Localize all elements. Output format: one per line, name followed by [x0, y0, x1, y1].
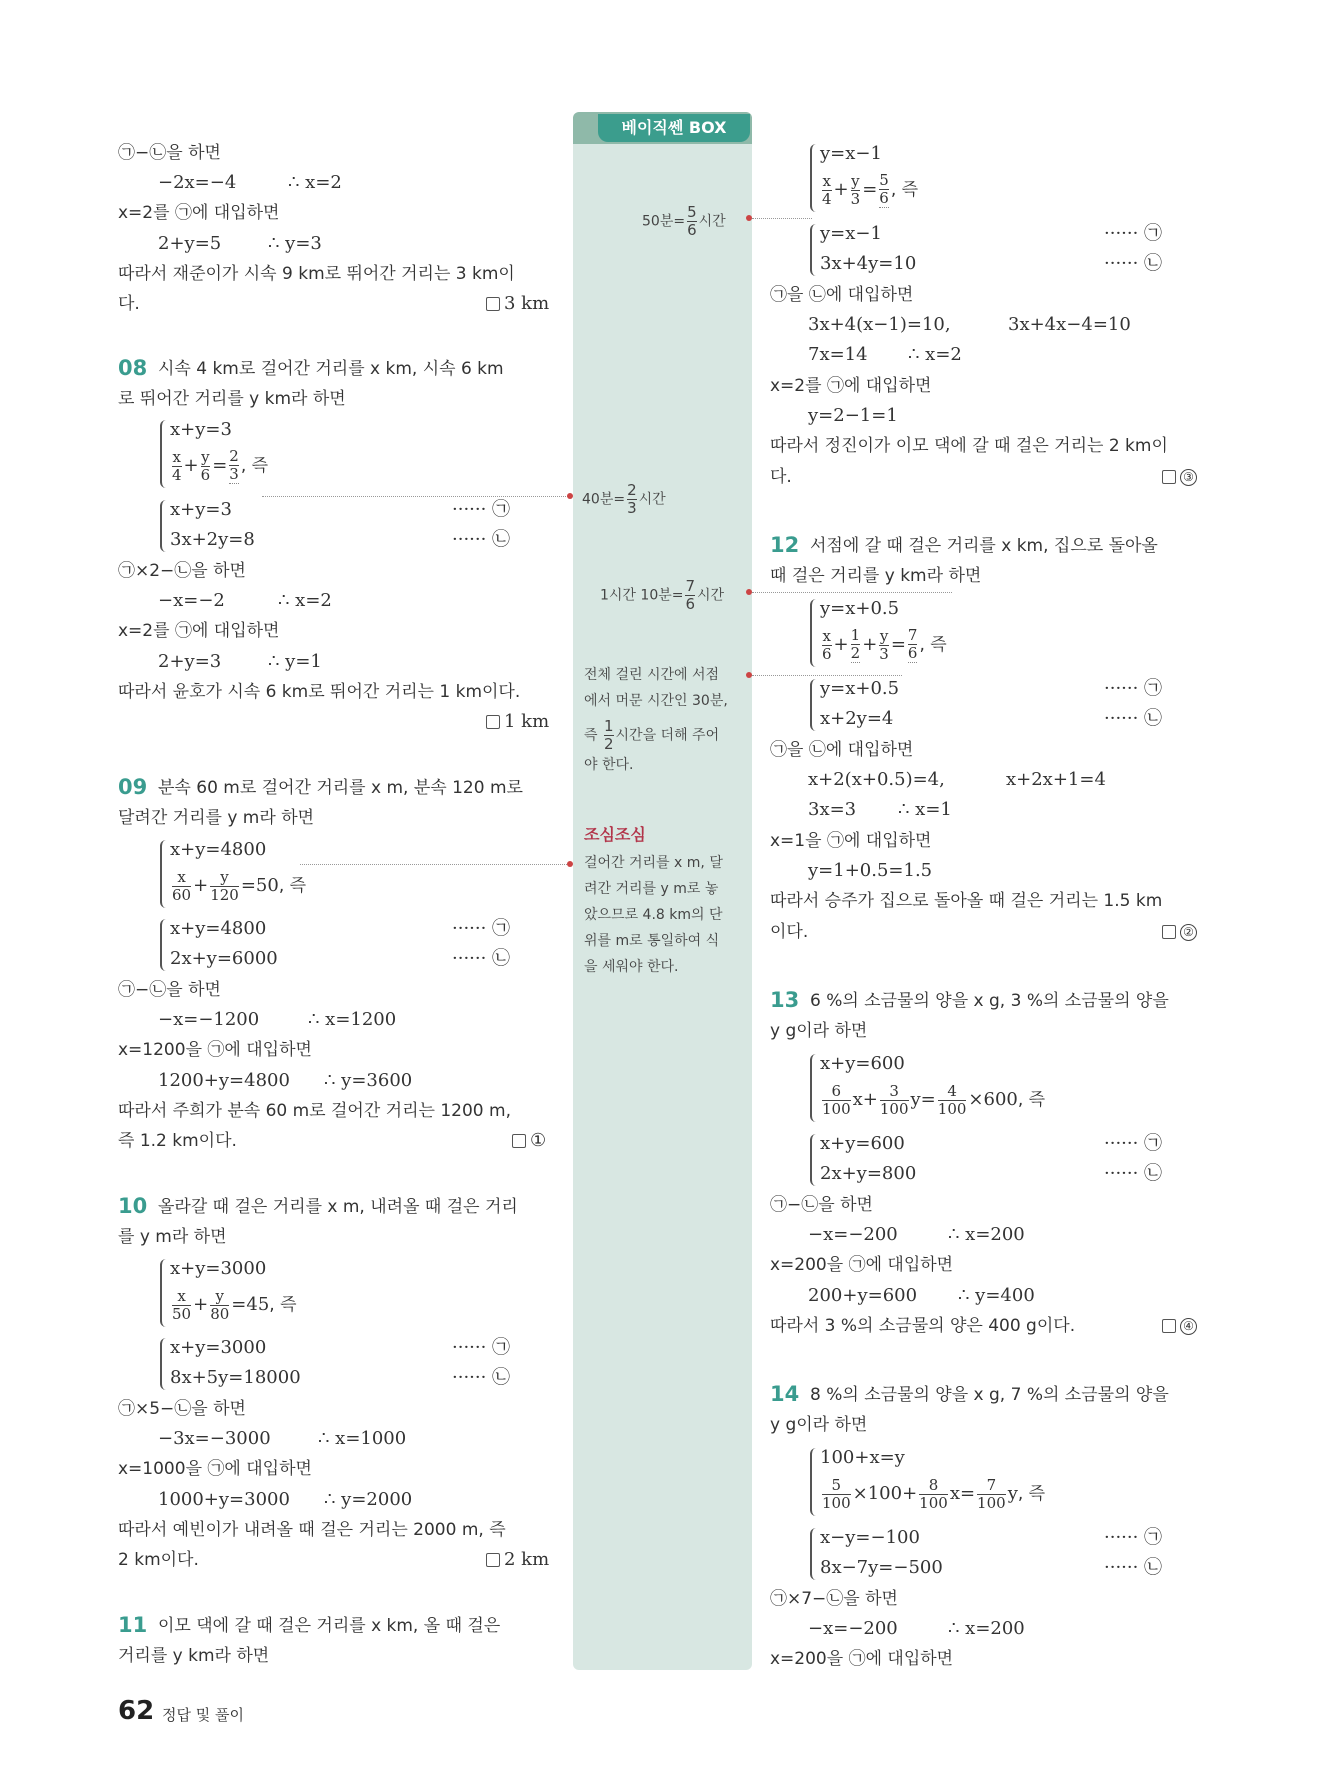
eq-tag: ······ ㉠ [1104, 678, 1163, 699]
brace [810, 1528, 820, 1580]
answer-value: ① [530, 1130, 547, 1151]
text-line: 따라서 승주가 집으로 돌아올 때 걸은 거리는 1.5 km [770, 891, 1163, 911]
answer-value: ③ [1180, 469, 1197, 486]
text-line: x=1000을 ㉠에 대입하면 [118, 1459, 312, 1479]
text-line: 다. [118, 294, 140, 314]
text-line: 올라갈 때 걸은 거리를 x m, 내려올 때 걸은 거리 [158, 1197, 518, 1217]
brace [810, 144, 820, 212]
answer [486, 1546, 549, 1574]
eq: 3x+2y=8 [170, 529, 255, 550]
eq: 2x+y=800 [820, 1163, 917, 1184]
eq-tag: ······ ㉠ [452, 499, 511, 520]
answer-value: ② [1180, 924, 1197, 941]
eq: ∴ x=2 [278, 590, 332, 611]
eq: −3x=−3000 [158, 1428, 271, 1449]
side-note: 즉 $\frac{1}{2}$ 시간을 더해 주어 [584, 717, 720, 753]
text-line: 따라서 정진이가 이모 댁에 갈 때 걸은 거리는 2 km이 [770, 436, 1168, 456]
brace [810, 1054, 820, 1122]
text-line: 로 뛰어간 거리를 y km라 하면 [118, 389, 346, 409]
side-note: 려간 거리를 y m로 놓 [584, 881, 719, 897]
text-line: 때 걸은 거리를 y km라 하면 [770, 566, 982, 586]
text-line: 따라서 재준이가 시속 9 km로 뛰어간 거리는 3 km이 [118, 264, 515, 284]
brace [810, 224, 820, 276]
problem-number: 13 [770, 988, 800, 1012]
side-note: 40분= $\frac{2}{3}$ 시간 [582, 481, 666, 517]
side-note: 위를 m로 통일하여 식 [584, 933, 720, 949]
eq-tag: ······ ㉠ [1104, 1133, 1163, 1154]
text-line: 8 %의 소금물의 양을 x g, 7 %의 소금물의 양을 [810, 1385, 1169, 1405]
brace [810, 1134, 820, 1186]
eq: 8x+5y=18000 [170, 1367, 301, 1388]
eq: 2x+y=6000 [170, 948, 278, 969]
side-note: 을 세워야 한다. [584, 959, 679, 975]
text-line: 따라서 예빈이가 내려올 때 걸은 거리는 2000 m, 즉 [118, 1520, 506, 1540]
text-line: 분속 60 m로 걸어간 거리를 x m, 분속 120 m로 [158, 778, 523, 798]
eq-tag: ······ ㉠ [1104, 1527, 1163, 1548]
text-line: x=200을 ㉠에 대입하면 [770, 1649, 954, 1669]
eq-tag: ······ ㉠ [452, 1337, 511, 1358]
eq-tag: ······ ㉡ [1104, 708, 1163, 729]
eq: 1200+y=4800 [158, 1070, 290, 1091]
eq-tag: ······ ㉠ [1104, 223, 1163, 244]
text-line: 이모 댁에 갈 때 걸은 거리를 x km, 올 때 걸은 [158, 1616, 501, 1636]
eq-tag: ······ ㉡ [1104, 1163, 1163, 1184]
eq-tag: ······ ㉡ [1104, 253, 1163, 274]
eq: 3x=3 [808, 799, 857, 820]
text-line: 달려간 거리를 y m라 하면 [118, 808, 315, 828]
eq: y=x+0.5 [820, 678, 900, 699]
text-line: 이다. [770, 922, 809, 942]
answer [512, 1127, 546, 1155]
answer-icon [1162, 1319, 1176, 1333]
eq: x+y=3 [170, 499, 232, 520]
eq: y=x+0.5 [820, 598, 900, 619]
problem-number: 11 [118, 1613, 148, 1637]
text-line: 따라서 주희가 분속 60 m로 걸어간 거리는 1200 m, [118, 1101, 511, 1121]
eq: ∴ x=1200 [308, 1009, 397, 1030]
eq: −x=−1200 [158, 1009, 260, 1030]
eq: 8x−7y=−500 [820, 1557, 943, 1578]
eq-tag: ······ ㉡ [1104, 1557, 1163, 1578]
eq: x+y=3 [170, 419, 232, 440]
caution-title: 조심조심 [584, 825, 646, 844]
eq: −x=−200 [808, 1618, 898, 1639]
text-line: ㉠×2−㉡을 하면 [118, 561, 246, 581]
eq-tag: ······ ㉡ [452, 529, 511, 550]
page-number: 62 [118, 1696, 155, 1726]
footer-label: 정답 및 풀이 [162, 1706, 244, 1724]
side-note: 에서 머문 시간인 30분, [584, 693, 728, 709]
eq: −x=−200 [808, 1224, 898, 1245]
brace [160, 1338, 170, 1390]
brace [810, 679, 820, 731]
side-note: 전체 걸린 시간에 서점 [584, 667, 720, 683]
leader-line [752, 218, 812, 219]
side-note: 1시간 10분= $\frac{7}{6}$ 시간 [600, 577, 725, 613]
eq: $\frac{x}{50}$ + $\frac{y}{80}$ =45, 즉 [172, 1286, 297, 1323]
leader-dot [567, 861, 573, 867]
text-line: x=2를 ㉠에 대입하면 [118, 621, 280, 641]
answer-icon [486, 297, 500, 311]
eq: y=x−1 [820, 223, 882, 244]
eq: −2x=−4 [158, 172, 237, 193]
text-line: 거리를 y km라 하면 [118, 1646, 270, 1666]
eq: 3x+4x−4=10 [1008, 314, 1131, 335]
answer [1162, 918, 1197, 946]
eq: x+y=3000 [170, 1258, 267, 1279]
eq: ∴ y=2000 [324, 1489, 413, 1510]
eq: $\frac{5}{100}$ ×100+ $\frac{8}{100}$ x= $\frac{7}{100}$ y, 즉 [822, 1475, 1046, 1512]
eq: −x=−2 [158, 590, 225, 611]
eq: ∴ x=1 [898, 799, 952, 820]
eq: x+y=3000 [170, 1337, 267, 1358]
brace [810, 599, 820, 667]
side-note: 걸어간 거리를 x m, 달 [584, 855, 723, 871]
brace [160, 420, 170, 488]
eq: $\frac{x}{4}$ + $\frac{y}{3}$ = $\frac{5}{6}$ , 즉 [822, 171, 919, 208]
brace [160, 500, 170, 552]
text-line: ㉠을 ㉡에 대입하면 [770, 740, 914, 760]
brace [810, 1448, 820, 1516]
answer-value: 3 km [504, 293, 550, 314]
eq: $\frac{x}{6}$ + $\frac{1}{2}$ + $\frac{y}{3}$ = $\frac{7}{6}$ , 즉 [822, 626, 947, 663]
eq: 3x+4y=10 [820, 253, 917, 274]
brace [160, 919, 170, 971]
eq: ∴ x=200 [948, 1618, 1025, 1639]
eq: x+y=600 [820, 1053, 905, 1074]
answer-icon [512, 1134, 526, 1148]
side-note: 야 한다. [584, 757, 634, 773]
problem-number: 12 [770, 533, 800, 557]
eq: y=2−1=1 [808, 405, 898, 426]
answer-icon [486, 1553, 500, 1567]
answer [486, 708, 549, 736]
answer [1162, 463, 1197, 491]
eq: y=x−1 [820, 143, 882, 164]
text-line: ㉠×5−㉡을 하면 [118, 1399, 246, 1419]
eq: x+y=600 [820, 1133, 905, 1154]
text-line: ㉠−㉡을 하면 [118, 143, 221, 163]
eq: $\frac{x}{4}$ + $\frac{y}{6}$ = $\frac{2}{3}$ , 즉 [172, 447, 269, 484]
eq: ∴ y=1 [268, 651, 322, 672]
text-line: x=1을 ㉠에 대입하면 [770, 831, 932, 851]
eq: x−y=−100 [820, 1527, 920, 1548]
problem-number: 09 [118, 775, 148, 799]
text-line: 따라서 윤호가 시속 6 km로 뛰어간 거리는 1 km이다. [118, 682, 521, 702]
text-line: y g이라 하면 [770, 1415, 868, 1435]
eq: 1000+y=3000 [158, 1489, 290, 1510]
eq: x+y=4800 [170, 918, 267, 939]
answer-value: 2 km [504, 1549, 550, 1570]
answer [486, 290, 549, 318]
text-line: ㉠×7−㉡을 하면 [770, 1589, 898, 1609]
eq: 3x+4(x−1)=10, [808, 314, 951, 335]
problem-number: 14 [770, 1382, 800, 1406]
answer-value: ④ [1180, 1318, 1197, 1335]
eq-tag: ······ ㉠ [452, 918, 511, 939]
text-line: ㉠−㉡을 하면 [118, 980, 221, 1000]
text-line: ㉠−㉡을 하면 [770, 1195, 873, 1215]
eq: ∴ x=1000 [318, 1428, 407, 1449]
eq: 7x=14 [808, 344, 868, 365]
answer-icon [1162, 925, 1176, 939]
eq: ∴ y=3 [268, 233, 322, 254]
eq: y=1+0.5=1.5 [808, 860, 933, 881]
eq: x+2y=4 [820, 708, 894, 729]
text-line: 시속 4 km로 걸어간 거리를 x km, 시속 6 km [158, 359, 504, 379]
text-line: 6 %의 소금물의 양을 x g, 3 %의 소금물의 양을 [810, 991, 1169, 1011]
text-line: 즉 1.2 km이다. [118, 1131, 237, 1151]
eq: ∴ x=200 [948, 1224, 1025, 1245]
leader-line [262, 496, 568, 497]
text-line: 2 km이다. [118, 1550, 199, 1570]
problem-number: 10 [118, 1194, 148, 1218]
eq: ∴ x=2 [908, 344, 962, 365]
answer [1162, 1312, 1197, 1340]
text-line: 다. [770, 467, 792, 487]
text-line: 따라서 3 %의 소금물의 양은 400 g이다. [770, 1316, 1076, 1336]
eq-tag: ······ ㉡ [452, 1367, 511, 1388]
eq: $\frac{6}{100}$ x+ $\frac{3}{100}$ y= $\frac{4}{100}$ ×600, 즉 [822, 1081, 1046, 1118]
text-line: x=200을 ㉠에 대입하면 [770, 1255, 954, 1275]
answer-icon [1162, 470, 1176, 484]
text-line: x=2를 ㉠에 대입하면 [770, 376, 932, 396]
side-note: 았으므로 4.8 km의 단 [584, 907, 723, 923]
eq: x+2(x+0.5)=4, [808, 769, 945, 790]
eq: x+y=4800 [170, 839, 267, 860]
answer-icon [486, 715, 500, 729]
text-line: x=2를 ㉠에 대입하면 [118, 203, 280, 223]
text-line: 서점에 갈 때 걸은 거리를 x km, 집으로 돌아올 [810, 536, 1158, 556]
eq: ∴ y=3600 [324, 1070, 413, 1091]
text-line: x=1200을 ㉠에 대입하면 [118, 1040, 312, 1060]
leader-line [300, 864, 567, 865]
eq: 2+y=5 [158, 233, 222, 254]
eq: 200+y=600 [808, 1285, 918, 1306]
eq: ∴ x=2 [288, 172, 342, 193]
eq-tag: ······ ㉡ [452, 948, 511, 969]
leader-dot [567, 493, 573, 499]
brace [160, 840, 170, 908]
eq: $\frac{x}{60}$ + $\frac{y}{120}$ =50, 즉 [172, 867, 307, 904]
eq: 100+x=y [820, 1447, 905, 1468]
side-note: 50분= $\frac{5}{6}$ 시간 [642, 203, 726, 239]
leader-line [752, 592, 952, 593]
box-title: 베이직쎈 BOX [598, 114, 750, 142]
text-line: y g이라 하면 [770, 1021, 868, 1041]
answer-value: 1 km [504, 711, 550, 732]
eq: x+2x+1=4 [1006, 769, 1106, 790]
eq: ∴ y=400 [958, 1285, 1035, 1306]
text-line: ㉠을 ㉡에 대입하면 [770, 285, 914, 305]
eq: 2+y=3 [158, 651, 222, 672]
problem-number: 08 [118, 356, 148, 380]
text-line: 를 y m라 하면 [118, 1227, 227, 1247]
brace [160, 1259, 170, 1327]
